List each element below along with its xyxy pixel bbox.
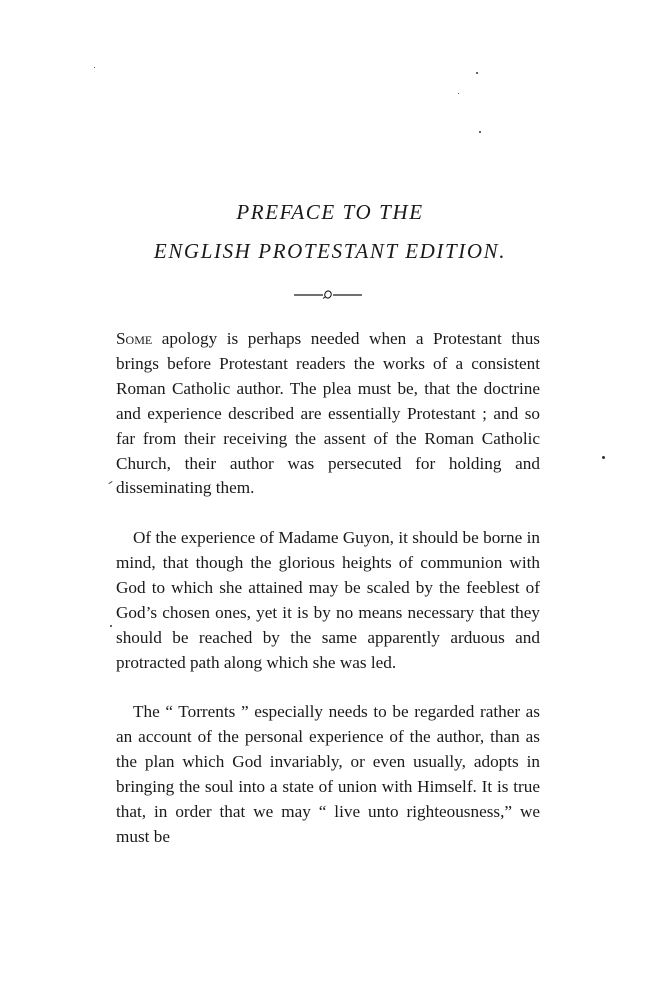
preface-title-line-2: ENGLISH PROTESTANT EDITION. bbox=[153, 239, 507, 263]
scan-speck bbox=[602, 456, 605, 459]
paragraph-1-text: apology is perhaps needed when a Protestant thus brings before Protestant readers the works of a consistent Roman Catholic author. The plea must be, that the doctrine and experience described are essentially Protestant ; and so far from their receiving the assent of the Roman Catholic Church, their author was persecuted for holding and disseminating them. bbox=[116, 329, 540, 498]
preface-paragraph-3: The “ Torrents ” especially needs to be regarded rather as an account of the personal experience of the author, than as the plan which God invariably, or even usually, adopts in bringing the soul into a state of union with Himself. It is true that, in order that we may “ live unto righteousness,” we must be bbox=[116, 702, 540, 846]
preface-paragraph-1 bbox=[116, 327, 540, 501]
scan-speck bbox=[94, 67, 95, 68]
ornament-divider-icon bbox=[294, 286, 362, 304]
preface-title-line-1: PREFACE TO THE bbox=[236, 200, 424, 224]
preface-paragraph-2: Of the experience of Madame Guyon, it should be borne in mind, that though the glorious heights of communion with God to which she attained may be scaled by the feeblest of God’s chosen ones, yet it is by no means necessary that they should be reached by the same apparently arduous and protracted path along which she was led. bbox=[116, 528, 540, 672]
paragraph-1-lead-word: Some bbox=[116, 329, 153, 348]
scan-speck bbox=[458, 93, 459, 94]
scan-speck bbox=[476, 72, 478, 74]
scan-speck bbox=[108, 481, 113, 485]
scan-speck bbox=[110, 625, 112, 627]
scan-speck bbox=[479, 131, 481, 133]
